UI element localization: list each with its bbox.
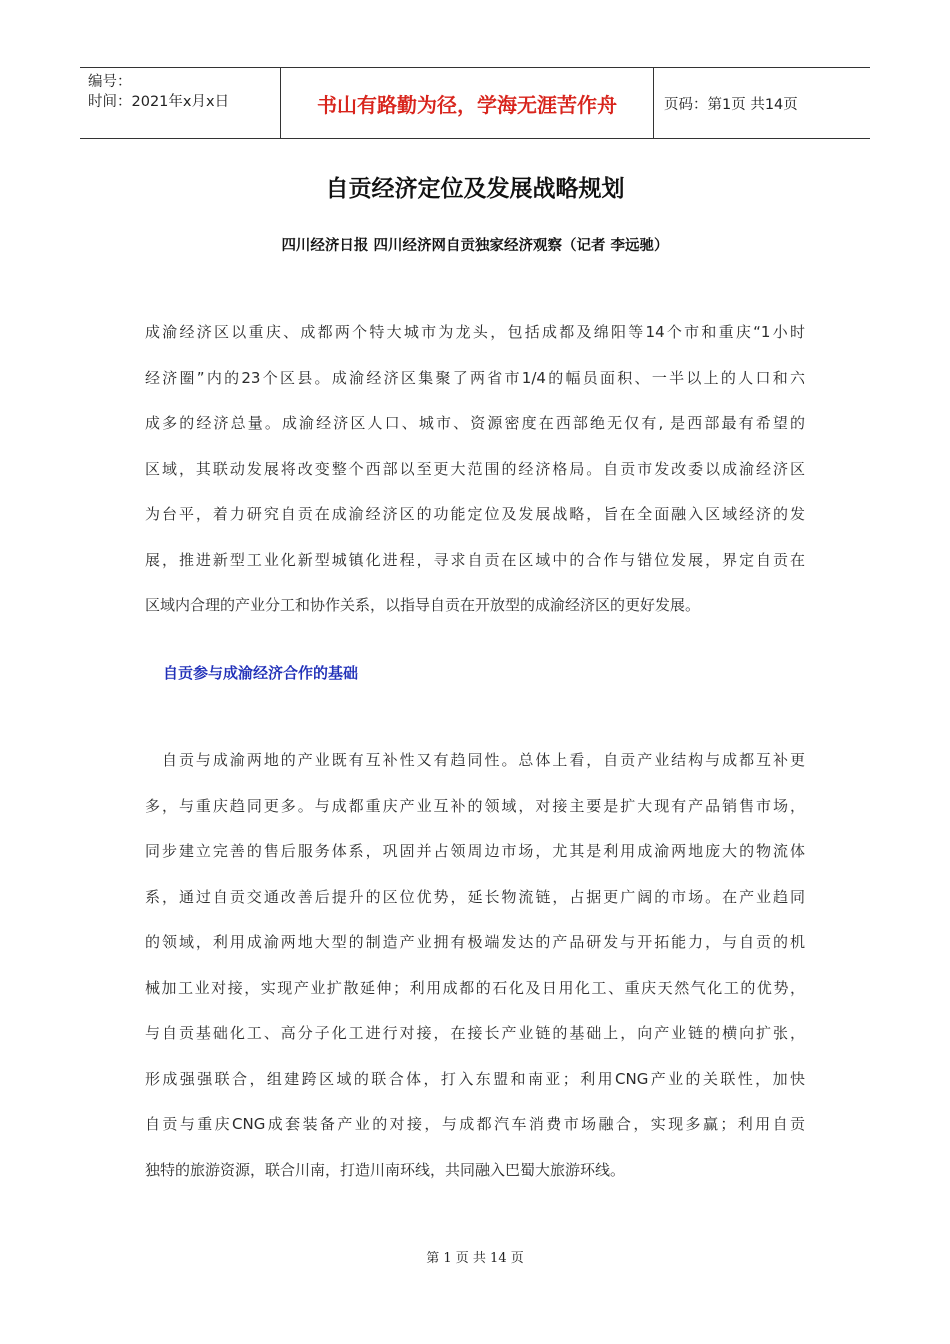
- paragraph-line: 自贡与重庆CNG成套装备产业的对接，与成都汽车消费市场融合，实现多赢；利用自贡: [145, 1115, 805, 1133]
- paragraph-line: 械加工业对接，实现产业扩散延伸；利用成都的石化及日用化工、重庆天然气化工的优势，: [145, 978, 805, 997]
- paragraph-line: 自贡与成渝两地的产业既有互补性又有趋同性。总体上看，自贡产业结构与成都互补更: [145, 751, 805, 769]
- section-heading: 自贡参与成渝经济合作的基础: [163, 664, 359, 682]
- paragraph-line: 与自贡基础化工、高分子化工进行对接，在接长产业链的基础上，向产业链的横向扩张，: [145, 1024, 805, 1042]
- paragraph-line: 区域内合理的产业分工和协作关系，以指导自贡在开放型的成渝经济区的更好发展。: [145, 596, 701, 614]
- paragraph-line: 同步建立完善的售后服务体系，巩固并占领周边市场，尤其是利用成渝两地庞大的物流体: [145, 842, 805, 860]
- time-label: 时间：2021年x月x日: [88, 94, 230, 110]
- paragraph-line: 成渝经济区以重庆、成都两个特大城市为龙头，包括成都及绵阳等14个市和重庆“1小时: [145, 323, 805, 341]
- motto-text: 书山有路勤为径，学海无涯苦作舟: [317, 92, 617, 117]
- paragraph-line: 形成强强联合，组建跨区域的联合体，打入东盟和南亚；利用CNG产业的关联性，加快: [145, 1069, 805, 1088]
- document-header-table: [80, 67, 870, 139]
- paragraph-line: 成多的经济总量。成渝经济区人口、城市、资源密度在西部绝无仅有, 是西部最有希望的: [145, 414, 805, 432]
- paragraph-line: 系，通过自贡交通改善后提升的区位优势，延长物流链，占据更广阔的市场。在产业趋同: [145, 887, 805, 906]
- byline: 四川经济日报 四川经济网自贡独家经济观察（记者 李远驰）: [281, 238, 669, 254]
- paragraph-line: 经济圈”内的23个区县。成渝经济区集聚了两省市1/4的幅员面积、一半以上的人口和六: [145, 368, 805, 387]
- motto-cell: [280, 68, 654, 138]
- header-meta-cell: [80, 68, 280, 138]
- paragraph-line: 展，推进新型工业化新型城镇化进程，寻求自贡在区域中的合作与错位发展，界定自贡在: [145, 550, 805, 569]
- paragraph-line: 独特的旅游资源，联合川南，打造川南环线，共同融入巴蜀大旅游环线。: [145, 1160, 626, 1179]
- paragraph-line: 多，与重庆趋同更多。与成都重庆产业互补的领域，对接主要是扩大现有产品销售市场，: [145, 796, 805, 815]
- paragraph-line: 为台平，着力研究自贡在成渝经济区的功能定位及发展战略，旨在全面融入区域经济的发: [145, 505, 805, 523]
- paragraph-line: 区域，其联动发展将改变整个西部以至更大范围的经济格局。自贡市发改委以成渝经济区: [145, 459, 805, 478]
- cooperation-paragraph: [145, 738, 805, 1193]
- document-title: 自贡经济定位及发展战略规划: [325, 176, 625, 202]
- intro-paragraph: [145, 310, 805, 629]
- number-label: 编号：: [88, 74, 132, 90]
- page-info-cell: [654, 68, 870, 138]
- page-info-text: 页码：第1页 共14页: [664, 96, 798, 113]
- page-footer: 第 1 页 共 14 页: [426, 1251, 524, 1266]
- paragraph-line: 的领域，利用成渝两地大型的制造产业拥有极端发达的产品研发与开拓能力，与自贡的机: [145, 933, 805, 951]
